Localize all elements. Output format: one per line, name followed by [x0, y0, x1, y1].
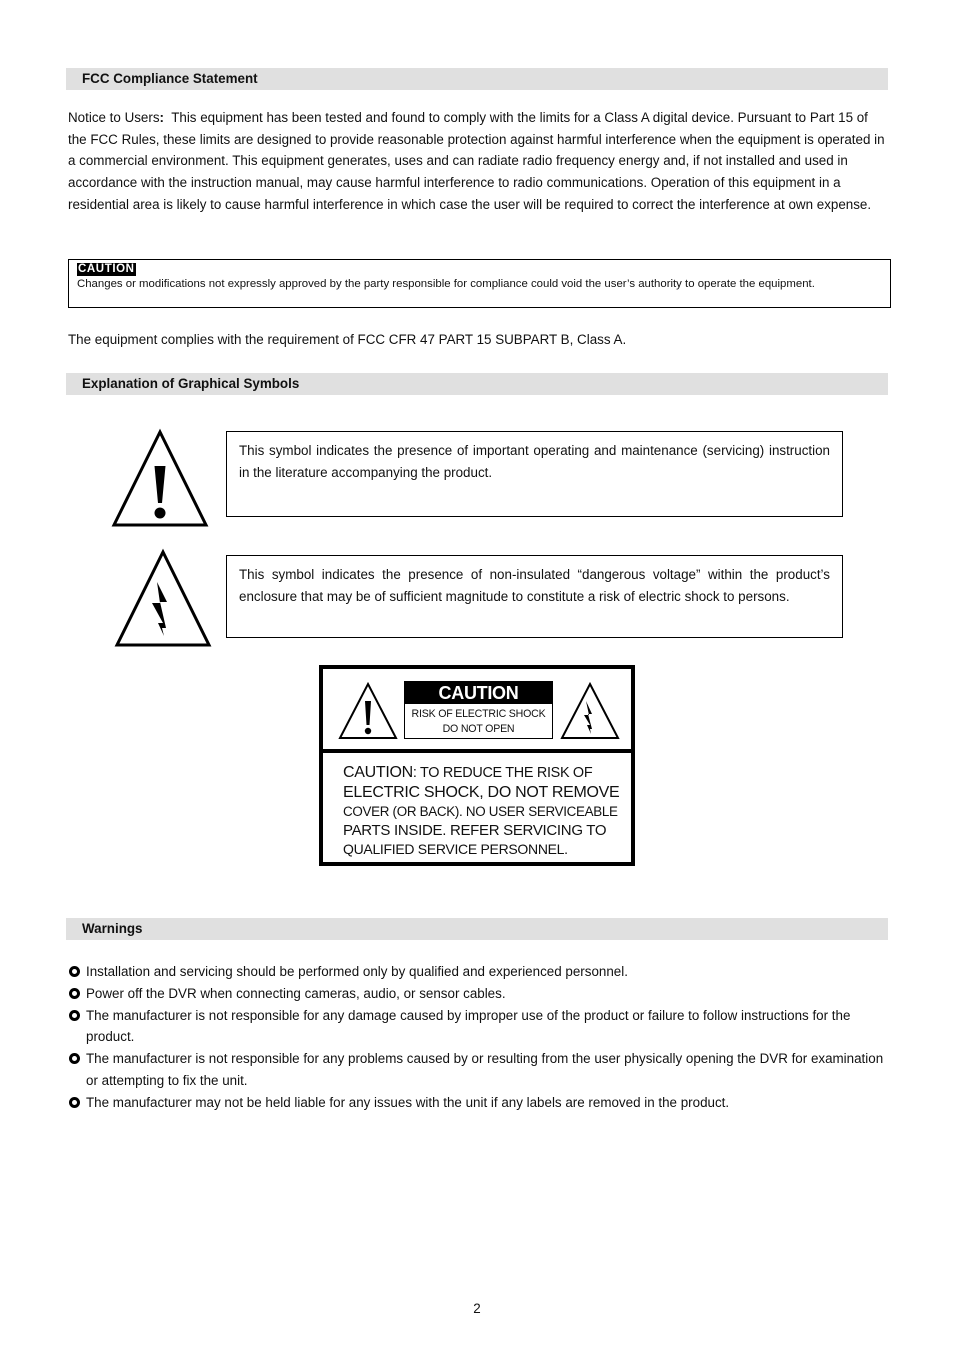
label-body: [343, 763, 623, 859]
bullet-icon: [69, 988, 80, 999]
notice-body: This equipment has been tested and found to comply with the limits for a Class A digital device. Pursuant to Part 15 of the FCC Rules, these limits are designed to provide reasonable protection against harmful interference when the equipment is operated in a commercial environment. This equipment generates, uses and can radiate radio frequency energy and, if not installed and used in accordance with the instruction manual, may cause harmful interference to radio communications. Operation of this equipment in a residential area is likely to cause harmful interference in which case the user will be required to correct the interference at own expense.: [68, 110, 885, 212]
label-body-line5: QUALIFIED SERVICE PERSONNEL.: [343, 841, 568, 857]
warning-text: Power off the DVR when connecting cameras, audio, or sensor cables.: [86, 985, 506, 1001]
warning-text: The manufacturer is not responsible for any problems caused by or resulting from the user physically opening the DVR for examination or attempting to fix the unit.: [86, 1051, 884, 1088]
warning-text: The manufacturer is not responsible for any damage caused by improper use of the product or failure to follow instructions for the product.: [86, 1007, 851, 1045]
label-lightning-icon: [559, 681, 621, 741]
warning-text: The manufacturer may not be held liable for any issues with the unit if any labels are removed in the product.: [86, 1094, 730, 1110]
notice-label: Notice to Users: [68, 110, 160, 125]
bullet-icon: [69, 1097, 80, 1108]
caution-tag: CAUTION: [78, 263, 135, 275]
label-body-lead: CAUTION: [343, 764, 413, 781]
symbol-description-1: This symbol indicates the presence of important operating and maintenance (servicing) instruction in the literature accompanying the product.: [226, 431, 843, 517]
fcc-notice: [68, 107, 888, 216]
label-body-line4: PARTS INSIDE. REFER SERVICING TO: [343, 822, 607, 839]
warnings-list: [68, 961, 888, 1114]
label-exclamation-icon: [337, 681, 399, 741]
label-body-line2: ELECTRIC SHOCK, DO NOT REMOVE: [343, 784, 620, 801]
warnings-heading: Warnings: [66, 918, 888, 940]
caution-label-top: [323, 669, 631, 749]
symbols-heading: Explanation of Graphical Symbols: [66, 373, 888, 395]
warning-text: Installation and servicing should be performed only by qualified and experienced personnel.: [86, 964, 628, 979]
bullet-icon: [69, 1010, 80, 1021]
caution-box: [68, 259, 891, 308]
symbol-description-2: This symbol indicates the presence of non-insulated “dangerous voltage” within the product’s enclosure that may be of sufficient magnitude to constitute a risk of electric shock to persons.: [226, 555, 843, 638]
label-subtitle-line1: RISK OF ELECTRIC SHOCK: [411, 708, 546, 720]
lightning-triangle-icon: [113, 548, 213, 648]
list-item: [68, 983, 888, 1005]
label-divider: [323, 749, 631, 753]
caution-text: Changes or modifications not expressly approved by the party responsible for compliance could void the user’s authority to operate the equipment.: [77, 278, 815, 290]
list-item: [68, 1048, 888, 1092]
bullet-icon: [69, 966, 80, 977]
exclamation-triangle-icon: [110, 428, 210, 528]
list-item: [68, 1092, 888, 1114]
notice-colon: :: [159, 110, 164, 125]
fcc-heading: FCC Compliance Statement: [66, 68, 888, 90]
label-title: CAUTION: [405, 682, 552, 704]
label-body-line3: COVER (OR BACK). NO USER SERVICEABLE: [343, 804, 618, 819]
label-body-line1: : TO REDUCE THE RISK OF: [412, 765, 593, 781]
label-subtitle-line2: DO NOT OPEN: [442, 723, 515, 735]
list-item: [68, 1005, 888, 1049]
compliance-line: The equipment complies with the requirement of FCC CFR 47 PART 15 SUBPART B, Class A.: [68, 332, 627, 347]
label-subtitle: [405, 707, 552, 737]
page-number: 2: [473, 1301, 481, 1316]
list-item: [68, 961, 888, 983]
caution-label: [319, 665, 635, 866]
bullet-icon: [69, 1053, 80, 1064]
label-head: [404, 681, 553, 739]
